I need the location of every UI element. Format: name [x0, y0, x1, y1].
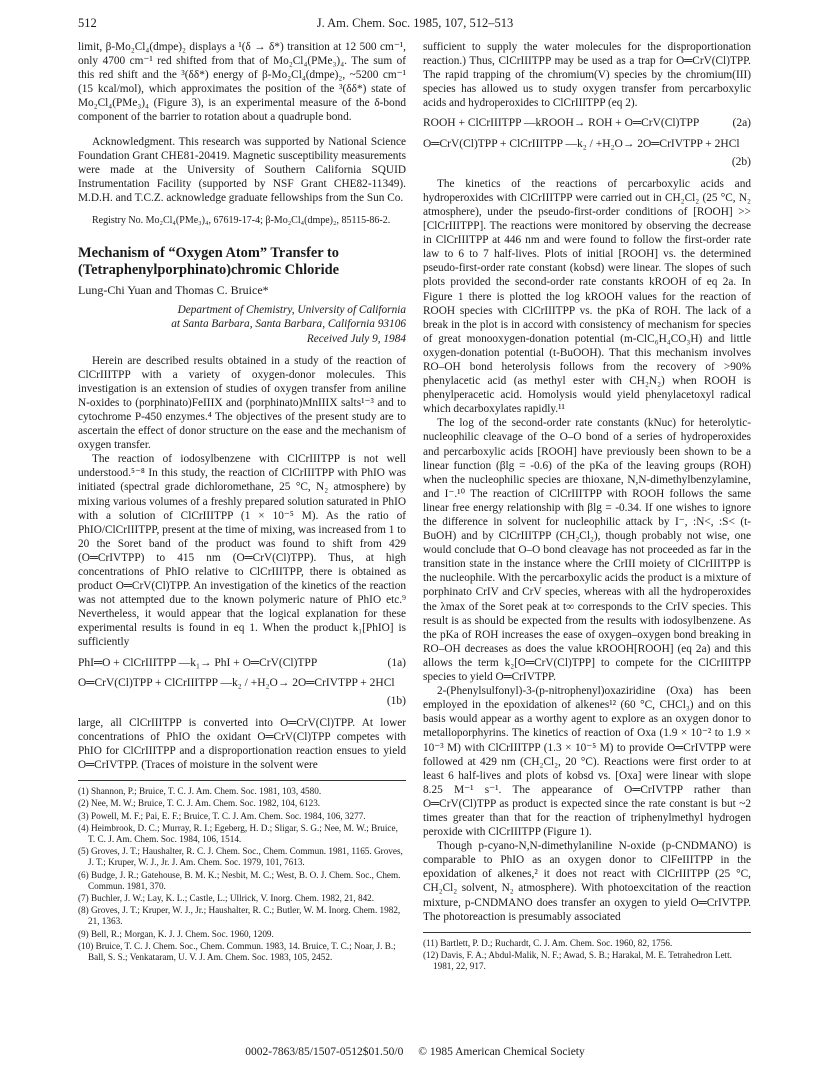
paragraph: limit, β-Mo₂Cl₄(dmpe)₂ displays a ¹(δ → δ*) transition at 12 500 cm⁻¹, only 4700 cm⁻¹ red shifted from that of Mo₂Cl₄(PMe₃)₄. The sum of this red shift and the ³(δδ*) energy of β-Mo₂Cl₄(dmpe)₂, ~5200 cm⁻¹ (15 kcal/mol), which approximates the position of the ³(δδ*) state of Mo₂Cl₄(PMe₃)₄ (Figure 3), is an experimental measure of the δ-bond component of the barrier to rotation about a quadruple bond.	[78, 41, 406, 124]
equation-2b	[423, 137, 751, 151]
reference: (9) Bell, R.; Morgan, K. J. J. Chem. Soc. 1960, 1209.	[78, 928, 274, 939]
reference: (10) Bruice, T. C. J. Chem. Soc., Chem. Commun. 1983, 14. Bruice, T. C.; Noar, J. B.; Ball, S. S.; Venkataram, U. V. J. Am. Chem. Soc. 1983, 105, 2452.	[78, 940, 396, 963]
acknowledgment: Acknowledgment. This research was supported by National Science Foundation Grant CHE81-20419. Magnetic susceptibility measurements were made at the University of Southern California SQUID Instrumentation Facility (supported by NSF Grant CHE82-11349). M.D.H. and T.C.Z. acknowledge graduate fellowships from the Sun Co.	[78, 135, 406, 204]
equation-number: (2a)	[732, 117, 751, 130]
copyright: © 1985 American Chemical Society	[418, 1046, 585, 1058]
paragraph: The reaction of iodosylbenzene with ClCrIIITPP is not well understood.⁵⁻⁸ In this study, the reaction of ClCrIIITPP with PhIO was initiated (spectral grade dichloromethane, 25 °C, N₂ atmosphere) by mixing various volumes of a freshly prepared solution saturated in PhIO with a solution of ClCrIIITPP (1 × 10⁻⁵ M). As the ratio of PhIO/ClCrIIITPP, present at the time of mixing, was increased from 1 to 20 the Soret band of the product was found to shift from 429 (O═CrIVTPP) to 415 nm (O═CrV(Cl)TPP). Thus, at high concentrations of PhIO relative to ClCrIIITPP, there is obtained as product O═CrV(Cl)TPP. An investigation of the kinetics of the reaction was not attempted due to the known polymeric nature of PhIO etc.⁹ Nevertheless, it would appear that the logical explanation for these experimental results is found in eq 1. When the product k₁[PhIO] is sufficiently	[78, 453, 406, 649]
page-number: 512	[78, 16, 97, 30]
paragraph: Herein are described results obtained in a study of the reaction of ClCrIIITPP with a variety of oxygen-donor molecules. This investigation is an extension of studies of oxygen transfer from aniline N-oxides to (porphinato)FeIIIX and (porphinato)MnIIIX salts¹⁻³ and to cytochrome P-450 enzymes.⁴ The objectives of the present study are to ascertain the effect of donor structure on the ease and the mechanism of oxygen transfer.	[78, 354, 406, 452]
equation-number: (1b)	[386, 694, 406, 707]
equation-body: O═CrV(Cl)TPP + ClCrIIITPP —k₂ / +H₂O→ 2O═CrIVTPP + 2HCl	[78, 676, 395, 689]
left-column	[78, 40, 406, 964]
page-footer	[78, 1046, 752, 1058]
affiliation-line: at Santa Barbara, Santa Barbara, California 93106	[171, 318, 406, 331]
reference: (5) Groves, J. T.; Haushalter, R. C. J. Chem. Soc., Chem. Commun. 1981, 1165. Groves, J. T.; Kruper, W. J., Jr. J. Am. Chem. Soc. 1979, 101, 7613.	[78, 846, 403, 868]
equation-1a	[78, 656, 406, 670]
equation-2a	[423, 116, 751, 130]
received-date: Received July 9, 1984	[306, 332, 406, 345]
reference: (11) Bartlett, P. D.; Ruchardt, C. J. Am. Chem. Soc. 1960, 82, 1756.	[423, 937, 673, 948]
paragraph: The log of the second-order rate constants (kNuc) for heterolytic-nucleophilic cleavage of the O–O bond of a series of hydroperoxides and percarboxylic acids [ROOH] have previously been shown to be a linear function (βlg = -0.6) of the pKa of the leaving groups (ROH) when the nucleophilic species are thioxane, N,N-dimethylbenzylamine, and I⁻.¹⁰ The reaction of ClCrIIITPP with ROOH follows the same linear free energy relationship with βlg = -0.34. If one wishes to ignore the difference in solvent for nucleophilic attack by I⁻, :N<, :S< (t-BuOH) and by ClCrIIITPP (CH₂Cl₂), though probably not wise, one would conclude that O–O bond cleavage has not proceeded as far in the transition state in the instance where the CrIII moiety of ClCrIIITPP is the nucleophile. With the percarboxylic acids the product is a mixture of porphinato CrIV and CrV species, whereas with all the hydroperoxides the λmax of the Soret peak at t∞ corresponds to the CrIV species. This result is as should be expected from the results with iodosylbenzene. As the pKa of ROH increases the ease of oxygen–oxygen bond breaking in RO–OH decreases as does the value kROOH[ROOH] (eq 2a) and this allows the term k₂[O═CrV(Cl)TPP] to compete for the ClCrIIITPP species to yield O═CrIVTPP.	[423, 417, 751, 684]
equation-1b	[78, 676, 406, 690]
paragraph: 2-(Phenylsulfonyl)-3-(p-nitrophenyl)oxaziridine (Oxa) has been employed in the epoxidation of alkenes¹² (60 °C, CHCl₃) and on this basis would appear as a worthy agent to explore as an oxygen donor to metalloporphyrins. The kinetics of reaction of Oxa (1.9 × 10⁻² to 1.9 × 10⁻³ M) with ClCrIIITPP (1.3 × 10⁻⁵ M) to provide O═CrIVTPP were followed at 429 nm (CH₂Cl₂, 20 °C). Reactions were first order to at least 6 half-lives and plots of kobsd vs. [Oxa] were linear with slope 8.25 M⁻¹ s⁻¹. The appearance of O═CrIVTPP rather than O═CrV(Cl)TPP as product is expected since the rate constant is but ~2 times greater than that for the reaction of triphenylmethyl hydrogen peroxide with ClCrIIITPP (Figure 1).	[423, 685, 751, 839]
reference: (1) Shannon, P.; Bruice, T. C. J. Am. Chem. Soc. 1981, 103, 4580.	[78, 786, 322, 797]
affiliation-line: Department of Chemistry, University of California	[177, 304, 406, 317]
equation-body: O═CrV(Cl)TPP + ClCrIIITPP —k₂ / +H₂O→ 2O═CrIVTPP + 2HCl	[423, 137, 740, 150]
reference: (3) Powell, M. F.; Pai, E. F.; Bruice, T. C. J. Am. Chem. Soc. 1984, 106, 3277.	[78, 810, 366, 821]
article-code: 0002-7863/85/1507-0512$01.50/0	[245, 1046, 404, 1058]
reference: (6) Budge, J. R.; Gatehouse, B. M. K.; Nesbit, M. C.; West, B. O. J. Chem. Soc., Chem. Commun. 1981, 370.	[78, 869, 401, 891]
reference: (7) Buchler, J. W.; Lay, K. L.; Castle, L.; Ullrick, V. Inorg. Chem. 1982, 21, 842.	[78, 893, 375, 904]
registry-numbers: Registry No. Mo₂Cl₄(PMe₃)₄, 67619-17-4; β-Mo₂Cl₄(dmpe)₂, 85115-86-2.	[92, 215, 391, 227]
paragraph: sufficient to supply the water molecules for the disproportionation reaction.) Thus, ClCrIIITPP may be used as a trap for O═CrV(Cl)TPP. The rapid trapping of the chromium(V) species by the chromium(III) species has allowed us to study oxygen transfer from percarboxylic acids and hydroperoxides to ClCrIIITPP (eq 2).	[423, 41, 751, 110]
equation-number: (2b)	[731, 155, 751, 168]
reference: (4) Heimbrook, D. C.; Murray, R. I.; Egeberg, H. D.; Sligar, S. G.; Nee, M. W.; Bruice, T. C. J. Am. Chem. Soc. 1984, 106, 1514.	[78, 822, 398, 845]
reference: (2) Nee, M. W.; Bruice, T. C. J. Am. Chem. Soc. 1982, 104, 6123.	[78, 798, 321, 809]
affiliation	[78, 303, 406, 345]
paragraph: The kinetics of the reactions of percarboxylic acids and hydroperoxides with ClCrIIITPP were carried out in CH₂Cl₂ (25 °C, N₂ atmosphere), under the pseudo-first-order conditions of [ROOH] >> [ClCrIIITPP]. The reactions were monitored by observing the decrease in ClCrIIITPP at 446 nm and were found to follow the first-order rate law to 6 to 7 half-lives. Plots of initial [ROOH] vs. the determined pseudo-first-order rate constant (kobsd) were linear. The slopes of such plots provided the second-order rate constants kROOH of eq 2a. In Figure 1 there is plotted the log kROOH values for the reaction of ROOH species with ClCrIIITPP vs. the pKa of ROH. The lack of a break in the plot is in accord with consistency of mechanism for species of great monooxygen-donation potential (m-ClC₆H₄CO₃H) and little oxygen-donation potential (t-BuOOH). That this mechanism involves RO–OH bond heterolysis follows from the recovery of >90% phenylacetic acid (as methyl ester with CH₂N₂) when ROOH is phenylperacetic acid. Homolysis would yield phenylacetoxyl radical which decarboxylates rapidly.¹¹	[423, 177, 751, 416]
reference: (8) Groves, J. T.; Kruper, W. J., Jr.; Haushalter, R. C.; Butler, W. M. Inorg. Chem. 1982, 21, 1363.	[78, 905, 401, 927]
equation-body: PhI═O + ClCrIIITPP —k₁→ PhI + O═CrV(Cl)TPP	[78, 656, 318, 669]
footnotes	[423, 932, 751, 973]
equation-body: ROOH + ClCrIIITPP —kROOH→ ROH + O═CrV(Cl)TPP	[423, 117, 700, 130]
equation-number: (1a)	[387, 656, 406, 669]
article-title: Mechanism of “Oxygen Atom” Transfer to (Tetraphenylporphinato)chromic Chloride	[78, 245, 340, 279]
footnotes	[78, 780, 406, 963]
paragraph: large, all ClCrIIITPP is converted into O═CrV(Cl)TPP. At lower concentrations of PhIO the oxidant O═CrV(Cl)TPP competes with PhIO for ClCrIIITPP and a disproportionation reaction ensues to yield O═CrIVTPP. (Traces of moisture in the solvent were	[78, 716, 406, 772]
journal-citation: J. Am. Chem. Soc. 1985, 107, 512–513	[316, 16, 514, 30]
paragraph: Though p-cyano-N,N-dimethylaniline N-oxide (p-CNDMANO) is comparable to PhIO as an oxygen donor to ClFeIIITPP in the epoxidation of alkenes,² it does not react with ClCrIIITPP (25 °C, CH₂Cl₂ solvent, N₂ atmosphere). With photoexcitation of the reaction mixture, p-CNDMANO does transfer an oxygen to yield O═CrIVTPP. The photoreaction is presumably associated	[423, 840, 751, 923]
authors: Lung-Chi Yuan and Thomas C. Bruice*	[78, 283, 269, 298]
right-column	[423, 40, 751, 973]
reference: (12) Davis, F. A.; Abdul-Malik, N. F.; Awad, S. B.; Harakal, M. E. Tetrahedron Lett. 1981, 22, 917.	[423, 949, 732, 972]
running-header	[78, 16, 752, 34]
